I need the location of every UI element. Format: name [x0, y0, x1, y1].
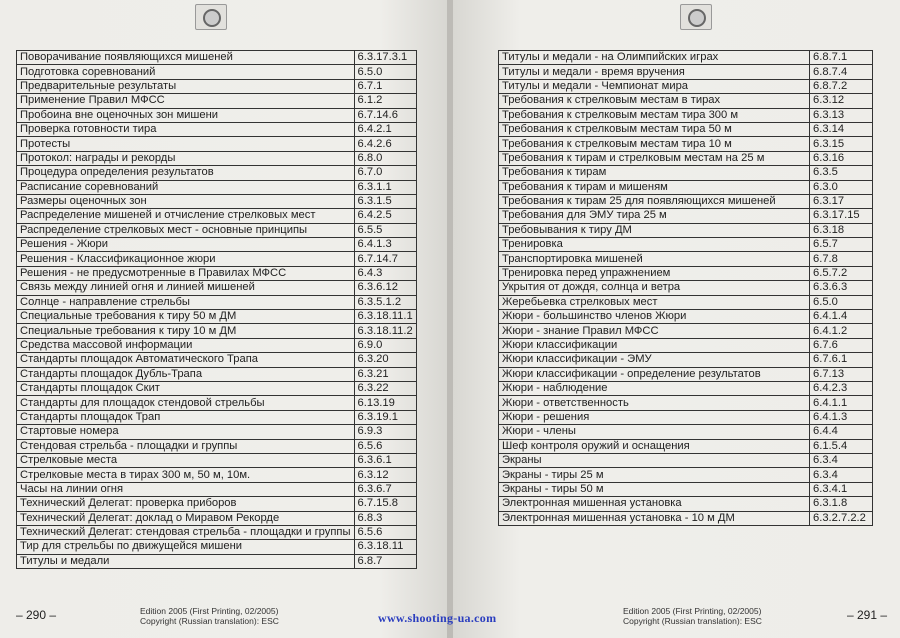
- index-term: Солнце - направление стрельбы: [17, 295, 355, 309]
- table-row: [17, 151, 417, 165]
- table-row: [499, 324, 873, 338]
- index-term: Стандарты площадок Скит: [17, 381, 355, 395]
- edition-footer: [140, 606, 279, 626]
- index-term: Жюри - наблюдение: [499, 381, 810, 395]
- rule-reference: 6.7.0: [354, 166, 416, 180]
- table-row: [499, 108, 873, 122]
- table-row: [17, 396, 417, 410]
- index-term: Распределение стрелковых мест - основные принципы: [17, 223, 355, 237]
- index-term: Часы на линии огня: [17, 482, 355, 496]
- rule-reference: 6.8.0: [354, 151, 416, 165]
- rule-reference: 6.3.15: [810, 137, 873, 151]
- page-number: – 290 –: [16, 608, 57, 622]
- index-term: Требования к тирам: [499, 166, 810, 180]
- table-row: [17, 252, 417, 266]
- index-term: Стендовая стрельба - площадки и группы: [17, 439, 355, 453]
- rule-reference: 6.4.2.5: [354, 209, 416, 223]
- table-row: [17, 554, 417, 568]
- table-row: [17, 281, 417, 295]
- table-row: [17, 310, 417, 324]
- table-row: [17, 180, 417, 194]
- table-row: [17, 166, 417, 180]
- index-term: Технический Делегат: стендовая стрельба - площадки и группы: [17, 525, 355, 539]
- rule-reference: 6.5.6: [354, 439, 416, 453]
- rule-reference: 6.3.16: [810, 151, 873, 165]
- rule-reference: 6.7.8: [810, 252, 873, 266]
- rule-reference: 6.5.7: [810, 238, 873, 252]
- table-row: [17, 94, 417, 108]
- rule-reference: 6.5.0: [354, 65, 416, 79]
- index-term: Процедура определения результатов: [17, 166, 355, 180]
- table-row: [17, 238, 417, 252]
- index-term: Титулы и медали - Чемпионат мира: [499, 79, 810, 93]
- index-term: Жюри - решения: [499, 410, 810, 424]
- table-row: [17, 482, 417, 496]
- index-term: Жюри классификации: [499, 338, 810, 352]
- index-term: Расписание соревнований: [17, 180, 355, 194]
- rule-reference: 6.3.17: [810, 194, 873, 208]
- table-row: [17, 209, 417, 223]
- index-term: Жюри - ответственность: [499, 396, 810, 410]
- table-row: [17, 223, 417, 237]
- edition-footer: [623, 606, 762, 626]
- index-term: Распределение мишеней и отчисление стрелковых мест: [17, 209, 355, 223]
- rule-reference: 6.3.0: [810, 180, 873, 194]
- issf-seal-icon: [680, 4, 712, 30]
- table-row: [17, 108, 417, 122]
- rule-reference: 6.3.1.5: [354, 194, 416, 208]
- table-row: [17, 453, 417, 467]
- rule-reference: 6.1.5.4: [810, 439, 873, 453]
- index-term: Протесты: [17, 137, 355, 151]
- rule-reference: 6.3.4: [810, 453, 873, 467]
- edition-line: Edition 2005 (First Printing, 02/2005): [140, 606, 279, 616]
- table-row: [17, 381, 417, 395]
- index-term: Размеры оценочных зон: [17, 194, 355, 208]
- rule-reference: 6.7.13: [810, 367, 873, 381]
- rule-reference: 6.3.18: [810, 223, 873, 237]
- table-row: [17, 353, 417, 367]
- table-row: [499, 353, 873, 367]
- index-term: Специальные требования к тиру 10 м ДМ: [17, 324, 355, 338]
- table-row: [17, 295, 417, 309]
- index-term: Тренировка перед упражнением: [499, 266, 810, 280]
- index-term: Стандарты площадок Дубль-Трапа: [17, 367, 355, 381]
- rule-reference: 6.5.5: [354, 223, 416, 237]
- table-row: [17, 367, 417, 381]
- table-row: [499, 295, 873, 309]
- rule-reference: 6.8.7.4: [810, 65, 873, 79]
- index-term: Поворачивание появляющихся мишеней: [17, 51, 355, 65]
- table-row: [499, 511, 873, 525]
- index-term: Укрытия от дождя, солнца и ветра: [499, 281, 810, 295]
- table-row: [499, 252, 873, 266]
- table-row: [499, 468, 873, 482]
- table-row: [499, 482, 873, 496]
- table-row: [499, 94, 873, 108]
- index-term: Требования к стрелковым местам в тирах: [499, 94, 810, 108]
- rule-reference: 6.3.18.11.2: [354, 324, 416, 338]
- index-term: Требования к стрелковым местам тира 300 м: [499, 108, 810, 122]
- index-term: Решения - не предусмотренные в Правилах МФСС: [17, 266, 355, 280]
- table-row: [17, 324, 417, 338]
- index-term: Требования к тирам и мишеням: [499, 180, 810, 194]
- index-term: Протокол: награды и рекорды: [17, 151, 355, 165]
- index-term: Стрелковые места в тирах 300 м, 50 м, 10м.: [17, 468, 355, 482]
- index-term: Технический Делегат: доклад о Миравом Рекорде: [17, 511, 355, 525]
- rule-reference: 6.3.1.8: [810, 497, 873, 511]
- rule-reference: 6.8.7: [354, 554, 416, 568]
- index-term: Жюри - большинство членов Жюри: [499, 310, 810, 324]
- table-row: [17, 425, 417, 439]
- index-term: Требования к стрелковым местам тира 50 м: [499, 122, 810, 136]
- table-row: [499, 281, 873, 295]
- index-term: Подготовка соревнований: [17, 65, 355, 79]
- table-row: [499, 209, 873, 223]
- table-row: [499, 381, 873, 395]
- rule-reference: 6.3.4.1: [810, 482, 873, 496]
- index-term: Решения - Классификационное жюри: [17, 252, 355, 266]
- rule-reference: 6.8.7.1: [810, 51, 873, 65]
- table-row: [499, 122, 873, 136]
- rule-reference: 6.3.4: [810, 468, 873, 482]
- rule-reference: 6.3.17.15: [810, 209, 873, 223]
- table-row: [499, 497, 873, 511]
- rule-reference: 6.8.3: [354, 511, 416, 525]
- table-row: [17, 410, 417, 424]
- table-row: [17, 137, 417, 151]
- rule-reference: 6.3.1.1: [354, 180, 416, 194]
- rule-reference: 6.7.1: [354, 79, 416, 93]
- rule-reference: 6.3.14: [810, 122, 873, 136]
- index-term: Стартовые номера: [17, 425, 355, 439]
- table-row: [499, 425, 873, 439]
- index-term: Стандарты площадок Автоматического Трапа: [17, 353, 355, 367]
- table-row: [499, 439, 873, 453]
- index-term: Титулы и медали: [17, 554, 355, 568]
- index-term: Предварительные результаты: [17, 79, 355, 93]
- index-term: Транспортировка мишеней: [499, 252, 810, 266]
- table-row: [17, 122, 417, 136]
- table-row: [499, 166, 873, 180]
- rule-reference: 6.5.0: [810, 295, 873, 309]
- index-term: Титулы и медали - на Олимпийских играх: [499, 51, 810, 65]
- index-table-left: [16, 50, 417, 569]
- rule-reference: 6.4.2.3: [810, 381, 873, 395]
- rule-reference: 6.5.7.2: [810, 266, 873, 280]
- rule-reference: 6.4.3: [354, 266, 416, 280]
- rule-reference: 6.7.15.8: [354, 497, 416, 511]
- rule-reference: 6.3.6.1: [354, 453, 416, 467]
- index-term: Экраны - тиры 50 м: [499, 482, 810, 496]
- table-row: [17, 468, 417, 482]
- index-term: Специальные требования к тиру 50 м ДМ: [17, 310, 355, 324]
- index-term: Требования к стрелковым местам тира 10 м: [499, 137, 810, 151]
- copyright-line: Copyright (Russian translation): ESC: [623, 616, 762, 626]
- right-page: [453, 0, 900, 638]
- index-term: Электронная мишенная установка - 10 м ДМ: [499, 511, 810, 525]
- rule-reference: 6.1.2: [354, 94, 416, 108]
- table-row: [17, 194, 417, 208]
- rule-reference: 6.3.13: [810, 108, 873, 122]
- index-term: Связь между линией огня и линией мишеней: [17, 281, 355, 295]
- rule-reference: 6.4.1.2: [810, 324, 873, 338]
- table-row: [499, 396, 873, 410]
- edition-line: Edition 2005 (First Printing, 02/2005): [623, 606, 762, 616]
- table-row: [499, 65, 873, 79]
- watermark-link[interactable]: www.shooting-ua.com: [378, 611, 497, 625]
- table-row: [17, 65, 417, 79]
- table-row: [499, 194, 873, 208]
- rule-reference: 6.3.5.1.2: [354, 295, 416, 309]
- index-term: Применение Правил МФСС: [17, 94, 355, 108]
- table-row: [499, 266, 873, 280]
- table-row: [499, 223, 873, 237]
- issf-seal-icon: [195, 4, 227, 30]
- index-term: Технический Делегат: проверка приборов: [17, 497, 355, 511]
- rule-reference: 6.4.2.1: [354, 122, 416, 136]
- page-number: – 291 –: [847, 608, 888, 622]
- index-term: Требования для ЭМУ тира 25 м: [499, 209, 810, 223]
- table-row: [17, 51, 417, 65]
- table-row: [499, 51, 873, 65]
- rule-reference: 6.3.17.3.1: [354, 51, 416, 65]
- index-term: Проверка готовности тира: [17, 122, 355, 136]
- table-row: [499, 79, 873, 93]
- rule-reference: 6.13.19: [354, 396, 416, 410]
- index-term: Решения - Жюри: [17, 238, 355, 252]
- rule-reference: 6.8.7.2: [810, 79, 873, 93]
- index-term: Требования к тирам 25 для появляющихся мишеней: [499, 194, 810, 208]
- table-row: [499, 180, 873, 194]
- rule-reference: 6.3.22: [354, 381, 416, 395]
- rule-reference: 6.5.6: [354, 525, 416, 539]
- table-row: [499, 453, 873, 467]
- rule-reference: 6.4.1.3: [810, 410, 873, 424]
- table-row: [17, 525, 417, 539]
- table-row: [17, 266, 417, 280]
- rule-reference: 6.4.2.6: [354, 137, 416, 151]
- index-term: Шеф контроля оружий и оснащения: [499, 439, 810, 453]
- rule-reference: 6.4.4: [810, 425, 873, 439]
- rule-reference: 6.7.14.7: [354, 252, 416, 266]
- rule-reference: 6.7.6: [810, 338, 873, 352]
- table-row: [499, 137, 873, 151]
- rule-reference: 6.3.20: [354, 353, 416, 367]
- table-row: [499, 367, 873, 381]
- table-row: [17, 338, 417, 352]
- left-page: [0, 0, 447, 638]
- rule-reference: 6.9.0: [354, 338, 416, 352]
- index-term: Экраны - тиры 25 м: [499, 468, 810, 482]
- index-term: Стрелковые места: [17, 453, 355, 467]
- table-row: [499, 410, 873, 424]
- rule-reference: 6.3.5: [810, 166, 873, 180]
- index-term: Средства массовой информации: [17, 338, 355, 352]
- rule-reference: 6.3.18.11.1: [354, 310, 416, 324]
- table-row: [499, 238, 873, 252]
- table-row: [17, 540, 417, 554]
- index-term: Стандарты площадок Трап: [17, 410, 355, 424]
- rule-reference: 6.7.14.6: [354, 108, 416, 122]
- table-row: [17, 439, 417, 453]
- index-term: Жюри классификации - ЭМУ: [499, 353, 810, 367]
- index-term: Стандарты для площадок стендовой стрельбы: [17, 396, 355, 410]
- index-term: Жюри - знание Правил МФСС: [499, 324, 810, 338]
- rule-reference: 6.3.18.11: [354, 540, 416, 554]
- table-row: [499, 338, 873, 352]
- index-term: Титулы и медали - время вручения: [499, 65, 810, 79]
- rule-reference: 6.3.19.1: [354, 410, 416, 424]
- rule-reference: 6.3.12: [810, 94, 873, 108]
- rule-reference: 6.4.1.4: [810, 310, 873, 324]
- index-term: Требования к тирам и стрелковым местам на 25 м: [499, 151, 810, 165]
- index-term: Электронная мишенная установка: [499, 497, 810, 511]
- index-term: Пробоина вне оценочных зон мишени: [17, 108, 355, 122]
- table-row: [17, 79, 417, 93]
- rule-reference: 6.3.12: [354, 468, 416, 482]
- rule-reference: 6.3.6.7: [354, 482, 416, 496]
- copyright-line: Copyright (Russian translation): ESC: [140, 616, 279, 626]
- table-row: [17, 511, 417, 525]
- table-row: [499, 310, 873, 324]
- index-term: Экраны: [499, 453, 810, 467]
- rule-reference: 6.3.2.7.2.2: [810, 511, 873, 525]
- rule-reference: 6.3.6.12: [354, 281, 416, 295]
- index-term: Требовывания к тиру ДМ: [499, 223, 810, 237]
- index-term: Жюри классификации - определение результатов: [499, 367, 810, 381]
- index-term: Жюри - члены: [499, 425, 810, 439]
- index-term: Тир для стрельбы по движущейся мишени: [17, 540, 355, 554]
- index-term: Тренировка: [499, 238, 810, 252]
- table-row: [499, 151, 873, 165]
- rule-reference: 6.4.1.3: [354, 238, 416, 252]
- rule-reference: 6.3.6.3: [810, 281, 873, 295]
- rule-reference: 6.3.21: [354, 367, 416, 381]
- index-table-right: [498, 50, 873, 526]
- rule-reference: 6.7.6.1: [810, 353, 873, 367]
- table-row: [17, 497, 417, 511]
- rule-reference: 6.4.1.1: [810, 396, 873, 410]
- rule-reference: 6.9.3: [354, 425, 416, 439]
- index-term: Жеребьевка стрелковых мест: [499, 295, 810, 309]
